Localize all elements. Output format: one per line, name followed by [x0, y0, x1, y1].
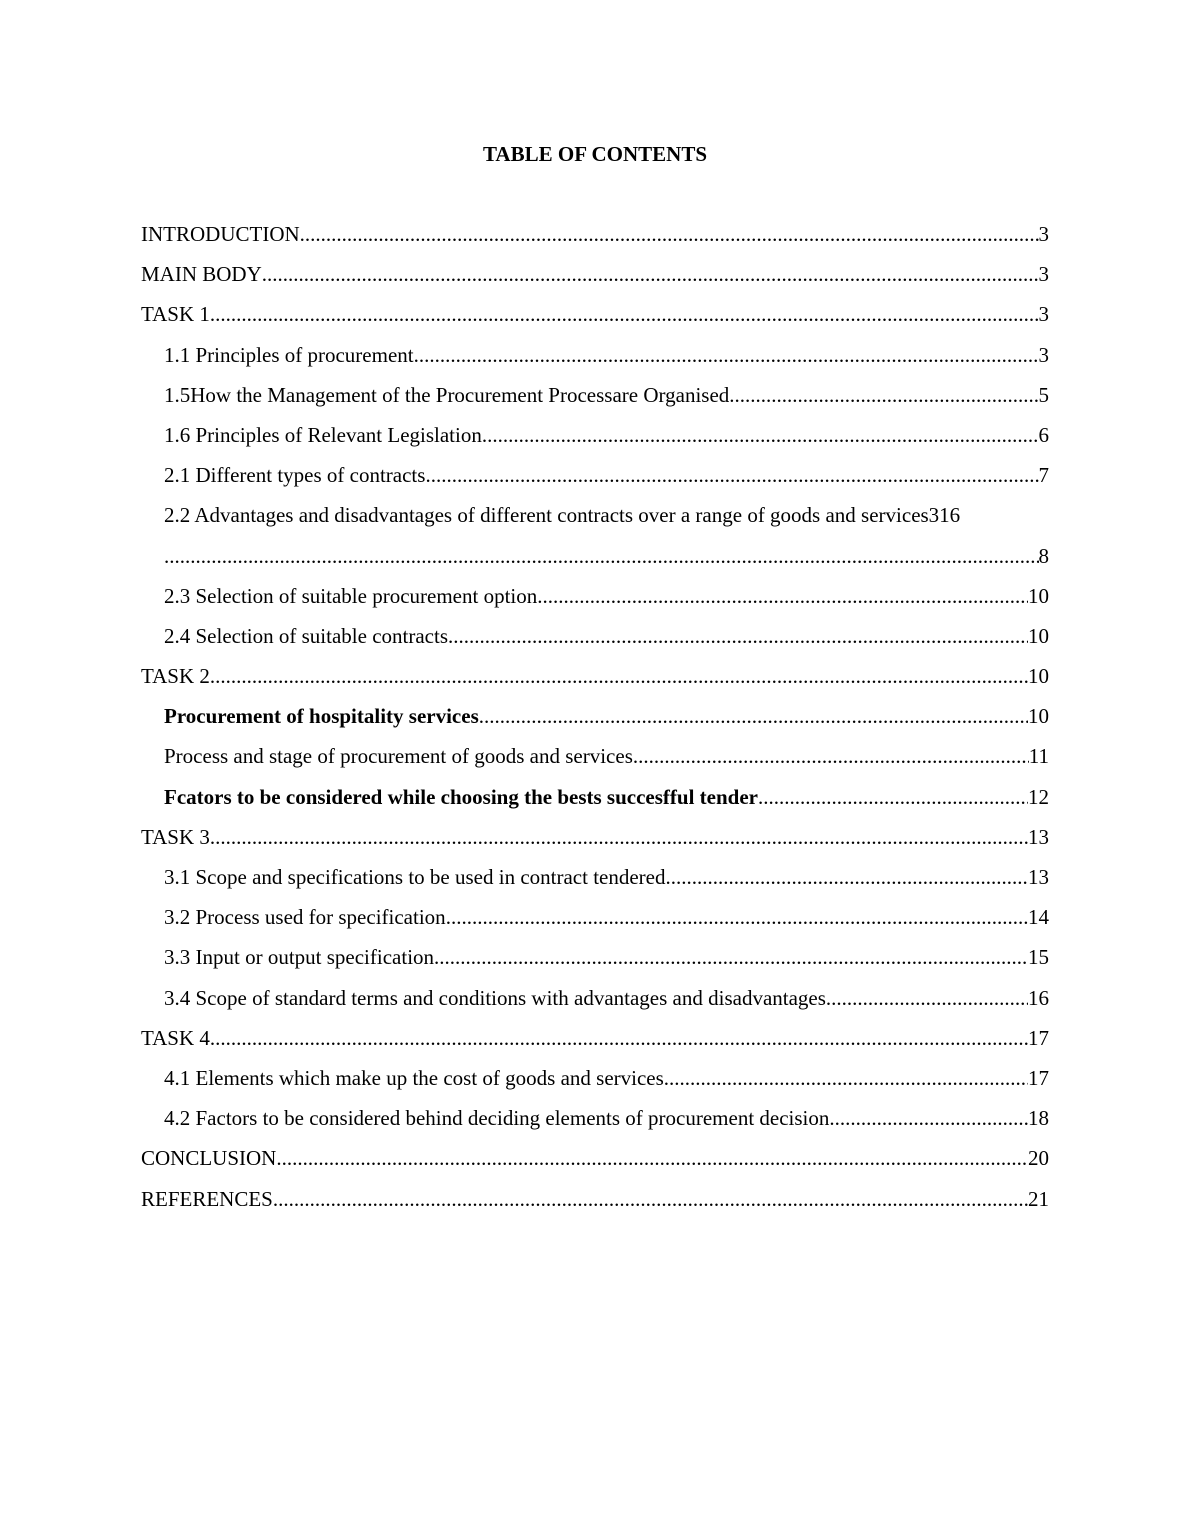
toc-page-number: 13 — [1028, 824, 1049, 849]
toc-entry-label: 2.1 Different types of contracts — [164, 463, 426, 488]
toc-entry[interactable] — [141, 622, 1049, 662]
toc-dot-leader — [482, 421, 1039, 449]
toc-dot-leader — [210, 1024, 1028, 1052]
toc-entry-label: 2.4 Selection of suitable contracts — [164, 623, 449, 648]
toc-page-number: 3 — [1038, 262, 1049, 287]
toc-dot-leader — [300, 220, 1039, 248]
toc-dot-leader — [537, 582, 1028, 610]
toc-page-number: 17 — [1028, 1025, 1049, 1050]
toc-page-number: 10 — [1028, 704, 1049, 729]
toc-entry[interactable] — [141, 1185, 1049, 1225]
toc-entry-label: 1.5How the Management of the Procurement Processare Organised — [164, 382, 730, 407]
toc-entry-label: TASK 2 — [141, 664, 210, 689]
toc-dot-leader — [666, 863, 1029, 891]
toc-page-number: 10 — [1028, 664, 1049, 689]
toc-entry[interactable] — [141, 1024, 1049, 1064]
toc-entry[interactable] — [141, 1064, 1049, 1104]
toc-dot-leader — [434, 943, 1028, 971]
toc-page-number: 3 — [1038, 222, 1049, 246]
toc-entry[interactable] — [141, 1104, 1049, 1144]
toc-page-number: 7 — [1038, 463, 1049, 488]
toc-page-number: 21 — [1028, 1186, 1049, 1211]
toc-page-number: 10 — [1028, 623, 1049, 648]
page-title: TABLE OF CONTENTS — [482, 142, 708, 166]
toc-entry-label: TASK 4 — [141, 1025, 210, 1050]
toc-page-number: 17 — [1028, 1065, 1049, 1090]
toc-entry-label: 4.1 Elements which make up the cost of goods and services — [164, 1065, 664, 1090]
toc-page-number: 11 — [1028, 744, 1049, 769]
table-of-contents — [141, 220, 1049, 1225]
toc-page-number: 10 — [1028, 583, 1049, 608]
toc-dot-leader — [276, 1144, 1028, 1172]
toc-entry-label: Procurement of hospitality services — [164, 704, 479, 729]
toc-entry[interactable] — [141, 461, 1049, 501]
toc-entry[interactable] — [141, 501, 1049, 541]
toc-entry-label: 2.2 Advantages and disadvantages of different contracts over a range of goods and services316 — [164, 503, 961, 528]
toc-entry[interactable] — [141, 341, 1049, 381]
toc-entry-label: 4.2 Factors to be considered behind deciding elements of procurement decision — [164, 1106, 830, 1131]
toc-page-number: 8 — [1038, 543, 1049, 568]
toc-entry[interactable] — [141, 260, 1049, 300]
toc-page-number: 3 — [1038, 302, 1049, 327]
toc-dot-leader — [425, 461, 1038, 489]
toc-entry[interactable] — [141, 1144, 1049, 1184]
toc-entry[interactable] — [141, 984, 1049, 1024]
toc-page-number: 5 — [1038, 382, 1049, 407]
toc-dot-leader — [826, 984, 1028, 1012]
toc-entry[interactable] — [141, 742, 1049, 782]
toc-entry[interactable] — [141, 823, 1049, 863]
toc-dot-leader — [210, 300, 1039, 328]
toc-page-number: 13 — [1028, 865, 1049, 889]
toc-dot-leader — [210, 662, 1028, 690]
toc-entry-label: TASK 3 — [141, 824, 210, 849]
toc-entry-label: 3.4 Scope of standard terms and conditions with advantages and disadvantages — [164, 985, 826, 1010]
toc-page-number: 3 — [1038, 342, 1049, 367]
toc-entry-label: 3.2 Process used for specification — [164, 905, 446, 930]
toc-entry[interactable] — [141, 421, 1049, 461]
toc-entry-label: MAIN BODY — [141, 262, 262, 287]
toc-dot-leader — [758, 783, 1028, 811]
toc-dot-leader — [164, 542, 1039, 570]
toc-entry-label: 3.3 Input or output specification — [164, 945, 435, 970]
toc-dot-leader — [479, 702, 1028, 730]
toc-entry[interactable] — [141, 903, 1049, 943]
toc-dot-leader — [829, 1104, 1028, 1132]
toc-entry-label: INTRODUCTION — [141, 222, 300, 246]
toc-dot-leader — [729, 381, 1038, 409]
toc-page-number: 12 — [1028, 784, 1049, 809]
toc-entry-label: CONCLUSION — [141, 1146, 277, 1171]
toc-entry-label: 3.1 Scope and specifications to be used in contract tendered — [164, 865, 666, 889]
toc-page-number: 6 — [1038, 422, 1049, 447]
toc-page-number: 16 — [1028, 985, 1049, 1010]
toc-entry[interactable] — [141, 542, 1049, 582]
toc-page-number: 14 — [1028, 905, 1049, 930]
toc-entry-label: 1.1 Principles of procurement — [164, 342, 414, 367]
toc-dot-leader — [273, 1185, 1028, 1213]
toc-dot-leader — [633, 742, 1029, 770]
toc-entry-label: 1.6 Principles of Relevant Legislation — [164, 422, 482, 447]
toc-entry[interactable] — [141, 943, 1049, 983]
toc-page-number: 20 — [1028, 1146, 1049, 1171]
toc-dot-leader — [262, 260, 1039, 288]
toc-entry-label: TASK 1 — [141, 302, 210, 327]
toc-entry-label: Process and stage of procurement of goods and services — [164, 744, 633, 769]
toc-entry[interactable] — [141, 381, 1049, 421]
toc-dot-leader — [664, 1064, 1028, 1092]
toc-entry[interactable] — [141, 863, 1049, 903]
toc-entry[interactable] — [141, 582, 1049, 622]
toc-dot-leader — [446, 903, 1028, 931]
toc-dot-leader — [210, 823, 1028, 851]
toc-page-number: 15 — [1028, 945, 1049, 970]
toc-entry-label: REFERENCES — [141, 1186, 273, 1211]
toc-page-number: 18 — [1028, 1106, 1049, 1131]
toc-dot-leader — [448, 622, 1028, 650]
toc-entry-label: Fcators to be considered while choosing the bests succesfful tender — [164, 784, 758, 809]
toc-entry[interactable] — [141, 702, 1049, 742]
toc-entry[interactable] — [141, 300, 1049, 340]
toc-entry-label: 2.3 Selection of suitable procurement option — [164, 583, 538, 608]
toc-entry[interactable] — [141, 662, 1049, 702]
toc-entry[interactable] — [141, 220, 1049, 260]
toc-entry[interactable] — [141, 783, 1049, 823]
toc-dot-leader — [414, 341, 1039, 369]
